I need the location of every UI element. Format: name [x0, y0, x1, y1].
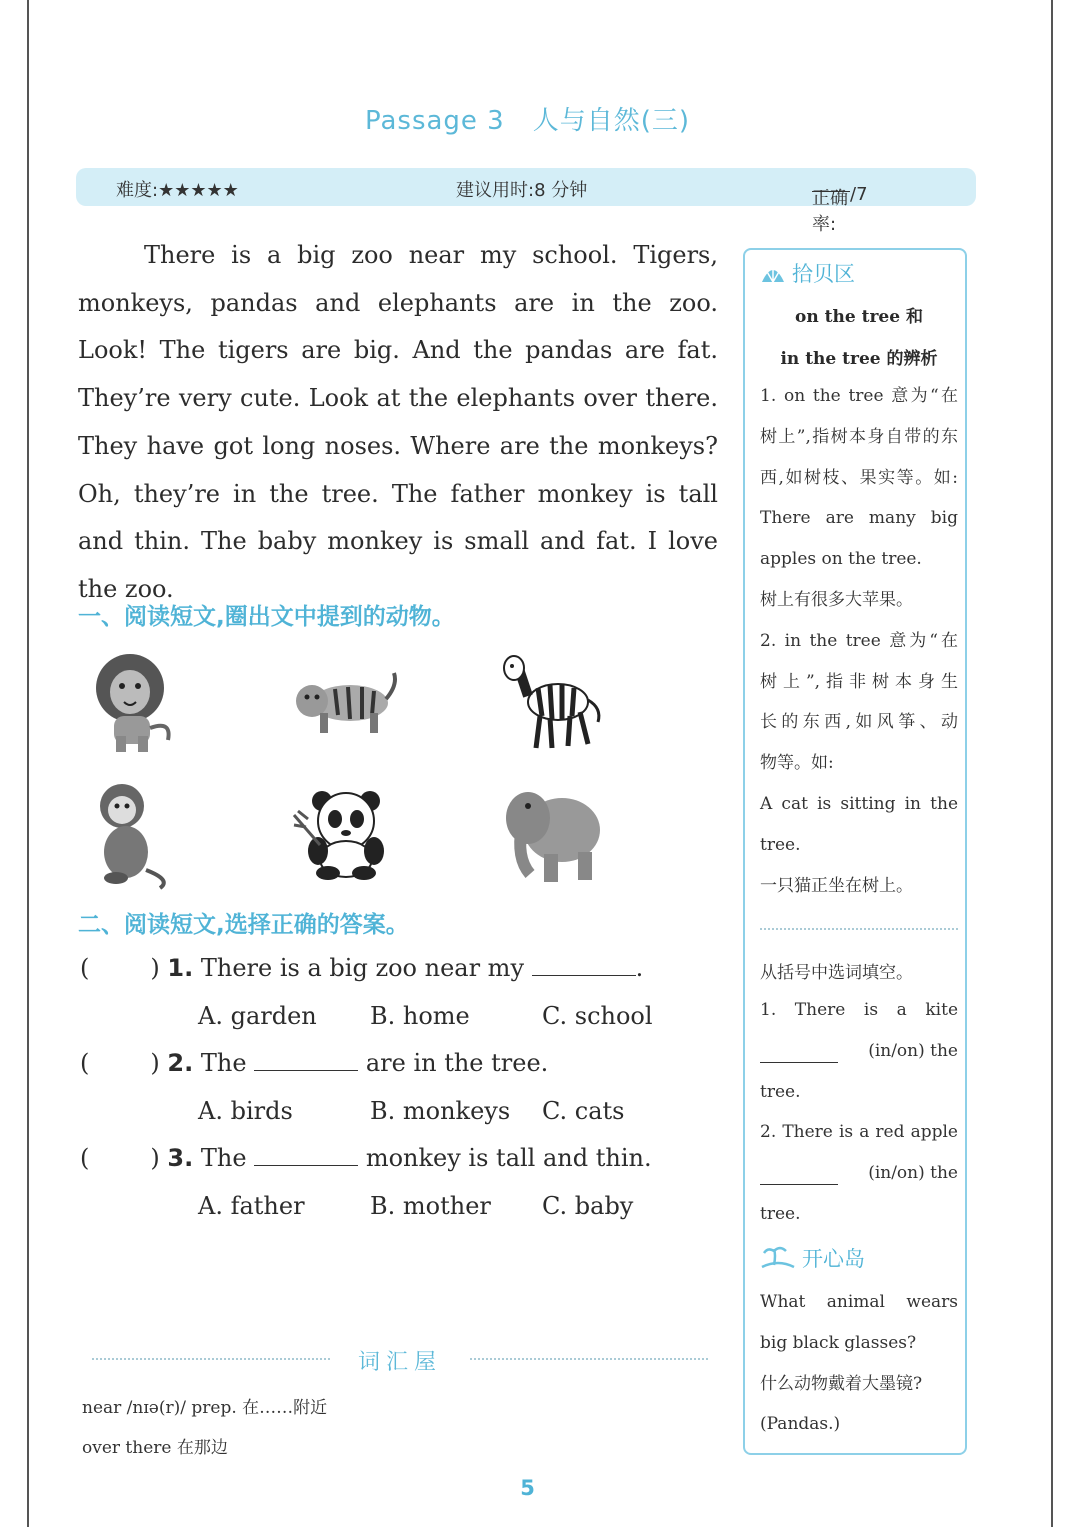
sidebar-subtitle: on the tree 和 [795, 307, 923, 327]
q1-option-c[interactable]: C. school [542, 1002, 653, 1030]
question-2: ( ) 2. The are in the tree. [80, 1049, 549, 1077]
vocab-item: over there 在那边 [82, 1438, 228, 1458]
elephant-icon[interactable] [498, 778, 608, 886]
info-bar [76, 168, 976, 235]
reading-passage [78, 232, 718, 614]
answer-blank[interactable] [254, 1164, 358, 1166]
section2-title: 二、阅读短文,选择正确的答案。 [78, 912, 409, 938]
answer-bracket[interactable]: ( ) [80, 1049, 160, 1077]
title-chinese: 人与自然(三) [532, 106, 691, 136]
passage-paragraph: There is a big zoo near my school. Tigers, monkeys, pandas and elephants are in the zoo. Look! The tigers are big. And the pandas are fat. They’re very cute. Look at the elephants over there. They have got long noses. Where are the monkeys? Oh, they’re in the tree. The father monkey is tall and thin. The baby monkey is small and fat. I love the zoo. [78, 241, 718, 603]
page-right-edge [1051, 0, 1053, 1527]
q3-option-a[interactable]: A. father [198, 1192, 305, 1220]
answer-bracket[interactable]: ( ) [80, 954, 160, 982]
q3-option-c[interactable]: C. baby [542, 1192, 634, 1220]
time-label: 建议用时:8 分钟 [456, 180, 588, 201]
lion-icon[interactable] [80, 650, 180, 755]
zebra-icon[interactable] [498, 652, 608, 752]
page-title [0, 100, 1055, 137]
sidebar-divider [760, 928, 958, 930]
fun-riddle: What animal wears big black glasses? 什么动物戴着大墨镜? (Pandas.) [760, 1292, 958, 1435]
monkey-icon[interactable] [90, 780, 175, 890]
question-1: ( ) 1. There is a big zoo near my . [80, 954, 644, 982]
q2-option-a[interactable]: A. birds [198, 1097, 293, 1125]
sidebar-notes: 1. on the tree 意为“在 树上”,指树本身自带的东 西,如树枝、果实等。如: There are many big apples on the tree. 树上有很多大苹果。 2. in the tree 意为“在 树上”,指非树本身生 长的东西,如风筝、动 物等。如: A cat is sitting in the tree. 一只猫正坐在树上。 [760, 386, 958, 896]
q1-option-a[interactable]: A. garden [198, 1002, 317, 1030]
exercise-blank[interactable] [760, 1061, 838, 1063]
exercise-blank[interactable] [760, 1183, 838, 1185]
title-english: Passage 3 [364, 106, 505, 136]
exercise-title: 从括号中选词填空。 [760, 963, 913, 983]
q3-option-b[interactable]: B. mother [370, 1192, 491, 1220]
exercise-lines: 1. There is a kite (in/on) the tree. 2. There is a red apple (in/on) the tree. [760, 1000, 958, 1224]
answer-blank[interactable] [254, 1069, 358, 1071]
answer-bracket[interactable]: ( ) [80, 1144, 160, 1172]
vocab-title: 词汇屋 [357, 1350, 442, 1375]
sidebar-subtitle: in the tree 的辨析 [780, 349, 938, 369]
q1-option-b[interactable]: B. home [370, 1002, 470, 1030]
shell-icon [760, 262, 786, 284]
sidebar-header-2: 开心岛 [760, 1243, 865, 1273]
tiger-icon[interactable] [290, 665, 400, 740]
island-icon [760, 1245, 796, 1271]
difficulty-label: 难度:★★★★★ [116, 180, 239, 201]
q2-option-b[interactable]: B. monkeys [370, 1097, 511, 1125]
page-number: 5 [520, 1476, 535, 1500]
question-3: ( ) 3. The monkey is tall and thin. [80, 1144, 652, 1172]
sidebar-header-1: 拾贝区 [760, 258, 855, 288]
answer-blank[interactable] [532, 974, 636, 976]
accuracy-label: 正确率: /7 [812, 176, 850, 197]
panda-icon[interactable] [290, 785, 400, 880]
section1-title: 一、阅读短文,圈出文中提到的动物。 [78, 604, 455, 630]
q2-option-c[interactable]: C. cats [542, 1097, 625, 1125]
vocab-item: near /nɪə(r)/ prep. 在……附近 [82, 1398, 328, 1418]
page-left-edge [27, 0, 29, 1527]
